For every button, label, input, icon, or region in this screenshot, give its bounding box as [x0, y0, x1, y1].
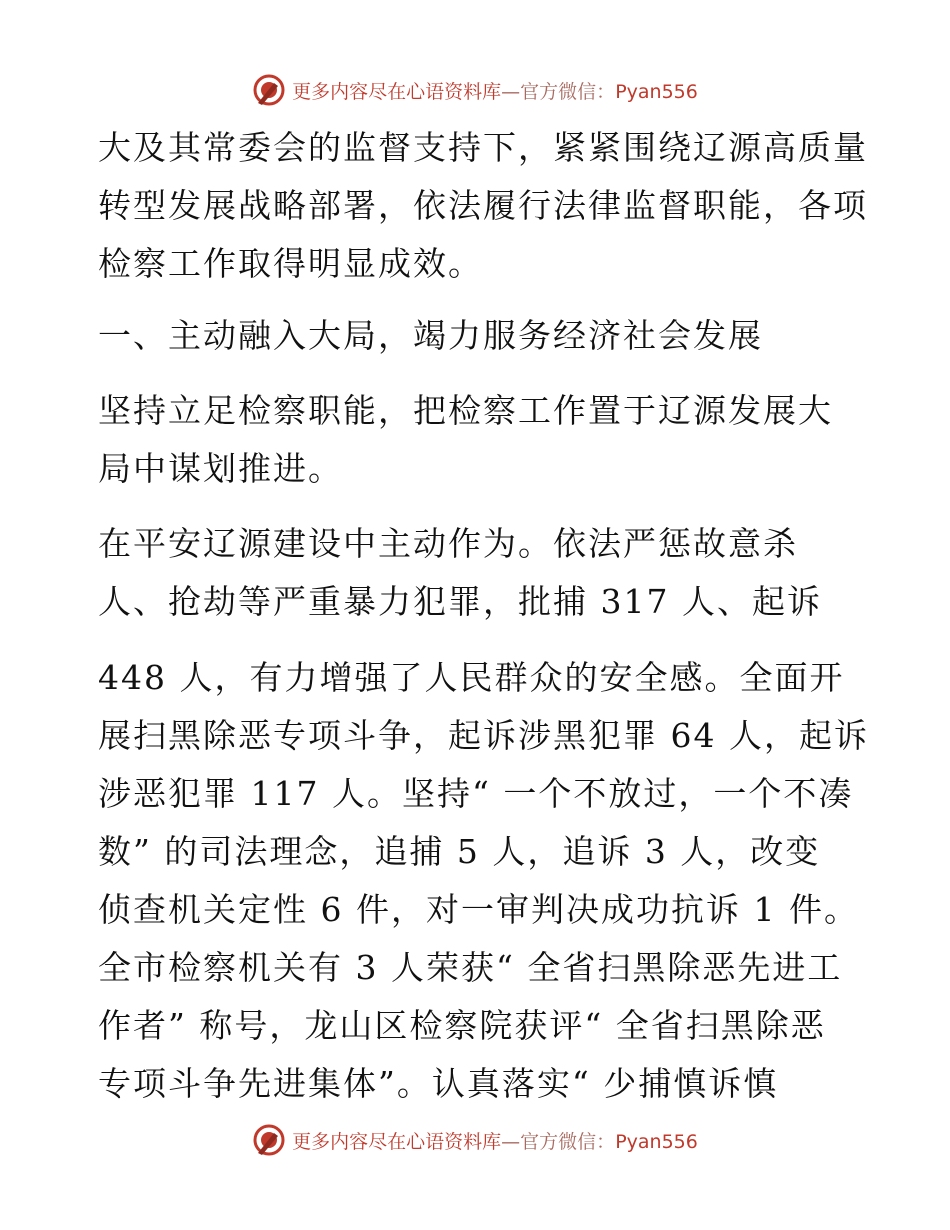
pen-logo-icon [252, 73, 286, 107]
text-line: 作者” 称号，龙山区检察院获评“ 全省扫黑除恶 [98, 1006, 826, 1045]
text-line: 局中谋划推进。 [98, 449, 343, 488]
watermark-text: 更多内容尽在心语资料库—官方微信：Pyan556 [292, 80, 698, 103]
text-line: 检察工作取得明显成效。 [98, 244, 483, 283]
text-line: 涉恶犯罪 117 人。坚持“ 一个不放过，一个不凑 [98, 774, 854, 813]
text-line: 数” 的司法理念，追捕 5 人，追诉 3 人，改变 [98, 832, 821, 871]
watermark-text: 更多内容尽在心语资料库—官方微信：Pyan556 [292, 1130, 698, 1153]
text-line: 全市检察机关有 3 人荣获“ 全省扫黑除恶先进工 [98, 948, 843, 987]
pen-logo-icon [252, 1123, 286, 1157]
text-line: 在平安辽源建设中主动作为。依法严惩故意杀 [98, 524, 798, 563]
text-line: 专项斗争先进集体”。认真落实“ 少捕慎诉慎 [98, 1064, 779, 1103]
text-line: 转型发展战略部署，依法履行法律监督职能，各项 [98, 186, 868, 225]
footer-watermark-banner [0, 1120, 950, 1160]
section-heading: 一、主动融入大局，竭力服务经济社会发展 [98, 316, 763, 355]
text-line: 人、抢劫等严重暴力犯罪，批捕 317 人、起诉 [98, 582, 822, 621]
text-line: 坚持立足检察职能，把检察工作置于辽源发展大 [98, 391, 833, 430]
text-line: 展扫黑除恶专项斗争，起诉涉黑犯罪 64 人，起诉 [98, 716, 869, 755]
text-line: 侦查机关定性 6 件，对一审判决成功抗诉 1 件。 [98, 890, 859, 929]
text-line: 448 人，有力增强了人民群众的安全感。全面开 [98, 658, 845, 697]
text-line: 大及其常委会的监督支持下，紧紧围绕辽源高质量 [98, 128, 868, 167]
header-watermark-banner [0, 70, 950, 110]
